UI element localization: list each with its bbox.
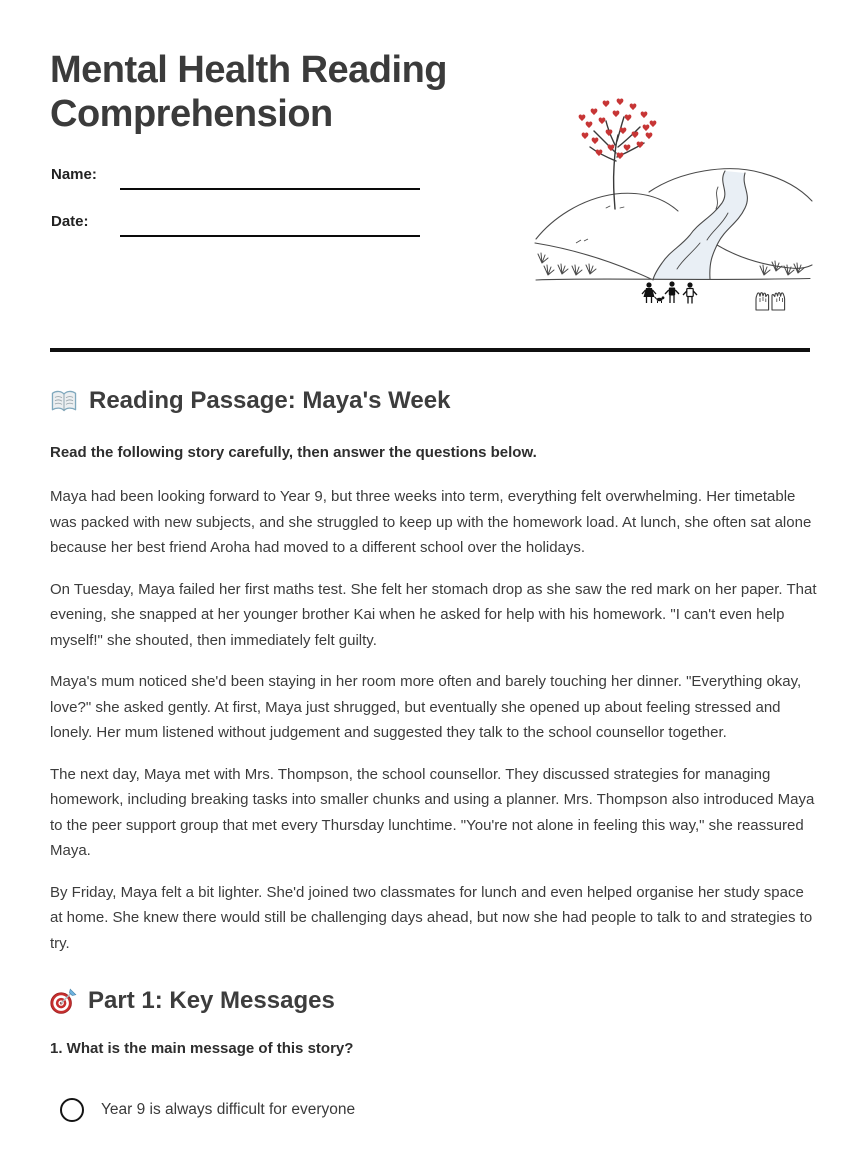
passage-heading-text: Reading Passage: Maya's Week (89, 387, 451, 414)
passage-paragraph-3: Maya's mum noticed she'd been staying in her room more often and barely touching her dinner. "Everything okay, love?" she asked gently. At first, Maya just shrugged, but eventually she opened up about feeling stressed and lonely. Her mum listened without judgement and suggested they talk to the school counsellor together. (50, 673, 802, 741)
passage-paragraph-1: Maya had been looking forward to Year 9, but three weeks into term, everything felt overwhelming. Her timetable was packed with new subjects, and she struggled to keep up with the homework load. At lunch, she often sat alone because her best friend Aroha had moved to a different school over the holidays. (50, 488, 812, 556)
passage-instruction: Read the following story carefully, then answer the questions below. (50, 444, 537, 461)
part1-heading-text: Part 1: Key Messages (88, 987, 335, 1014)
section-divider (50, 348, 810, 352)
name-field-label: Name: (51, 166, 97, 183)
passage-paragraph-4: The next day, Maya met with Mrs. Thompson, the school counsellor. They discussed strategies for managing homework, including breaking tasks into smaller chunks and using a planner. Mrs. Thompson also introduced Maya to the peer support group that met every Thursday lunchtime. "You're not alone in feeling this way," she reassured Maya. (50, 765, 815, 859)
name-input-line[interactable] (120, 188, 420, 190)
passage-paragraph-5: By Friday, Maya felt a bit lighter. She'd joined two classmates for lunch and even helped organise her study space at home. She knew there would still be challenging days ahead, but now she had people to talk to and strategies to try. (50, 883, 813, 952)
radio-button[interactable] (60, 1098, 84, 1122)
question-1-option-a[interactable] (50, 1098, 820, 1122)
question-1: 1. What is the main message of this story? (50, 1040, 354, 1057)
hillside-illustration (532, 91, 814, 323)
river (653, 171, 747, 280)
heart-leaves (579, 98, 657, 159)
open-hands (756, 293, 785, 310)
passage-heading (50, 386, 820, 416)
date-input-line[interactable] (120, 235, 420, 237)
date-field-label: Date: (51, 213, 89, 230)
children-figures (642, 281, 697, 303)
target-icon (50, 988, 77, 1015)
worksheet-content (50, 386, 820, 1122)
part1-heading (50, 986, 820, 1016)
passage-paragraph-2: On Tuesday, Maya failed her first maths test. She felt her stomach drop as she saw the red mark on her paper. That evening, she snapped at her younger brother Kai when he asked for help with his homework. "I can't even help myself!" she shouted, then immediately felt guilty. (50, 580, 817, 649)
option-label: Year 9 is always difficult for everyone (101, 1101, 356, 1118)
open-book-icon (50, 389, 78, 414)
page-title: Mental Health Reading Comprehension (50, 49, 447, 136)
